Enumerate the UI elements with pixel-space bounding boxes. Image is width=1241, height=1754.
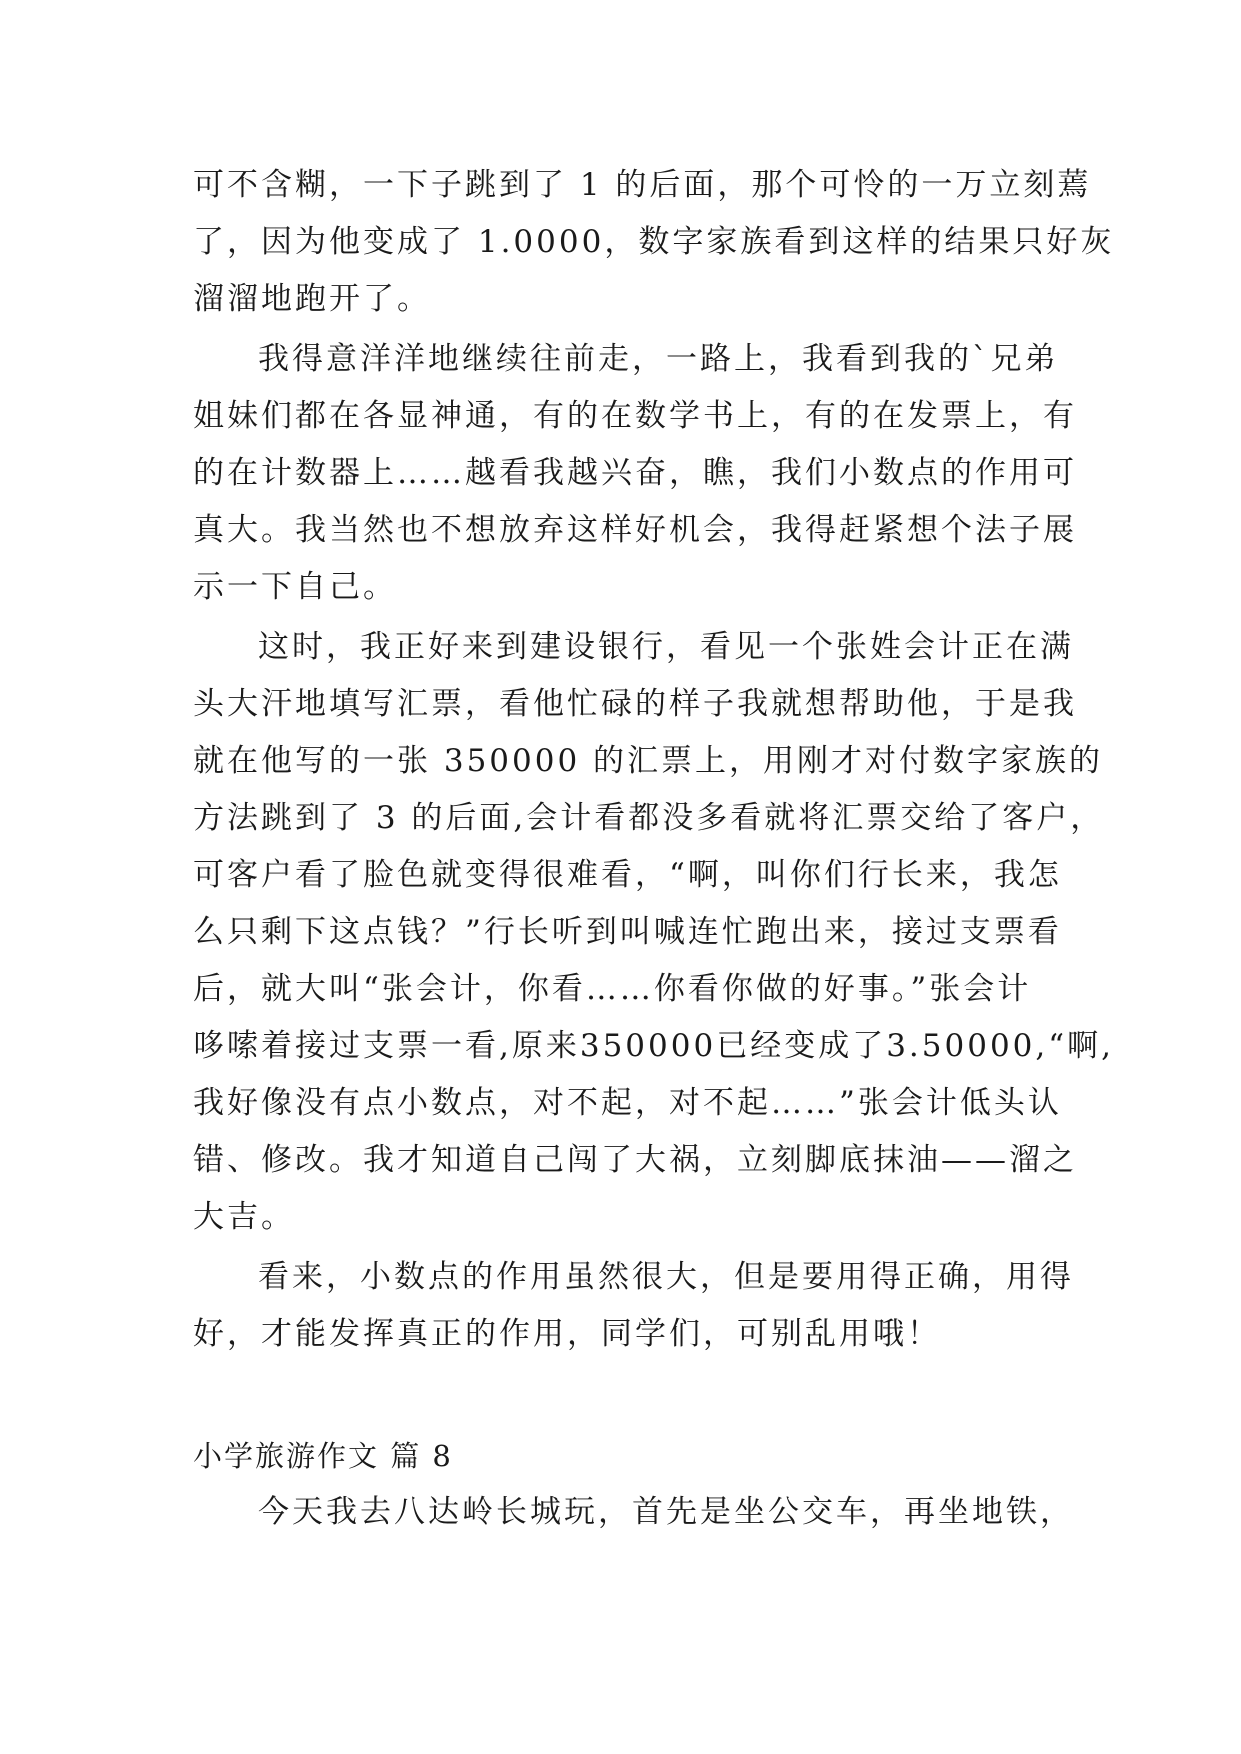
paragraph-line: 这时，我正好来到建设银行，看见一个张姓会计正在满 — [258, 629, 1074, 665]
paragraph-line: 大吉。 — [193, 1199, 295, 1235]
paragraph-line: 么只剩下这点钱？”行长听到叫喊连忙跑出来，接过支票看 — [193, 914, 1062, 950]
paragraph-line: 示一下自己。 — [193, 569, 397, 605]
paragraph-line: 溜溜地跑开了。 — [193, 281, 431, 317]
paragraph-line: 真大。我当然也不想放弃这样好机会，我得赶紧想个法子展 — [193, 512, 1077, 548]
paragraph-line: 头大汗地填写汇票，看他忙碌的样子我就想帮助他，于是我 — [193, 686, 1077, 722]
paragraph-line: 后，就大叫“张会计，你看……你看你做的好事。”张会计 — [193, 971, 1032, 1007]
paragraph-line: 可不含糊，一下子跳到了 1 的后面，那个可怜的一万立刻蔫 — [193, 167, 1092, 203]
paragraph-line: 了，因为他变成了 1.0000，数字家族看到这样的结果只好灰 — [193, 224, 1115, 260]
paragraph-line: 的在计数器上……越看我越兴奋，瞧，我们小数点的作用可 — [193, 455, 1077, 491]
paragraph-line: 哆嗦着接过支票一看,原来350000已经变成了3.50000,“啊, — [193, 1028, 1114, 1064]
paragraph-line: 我得意洋洋地继续往前走，一路上，我看到我的`兄弟 — [258, 341, 1059, 377]
paragraph-line: 今天我去八达岭长城玩，首先是坐公交车，再坐地铁， — [258, 1494, 1074, 1530]
paragraph-line: 我好像没有点小数点，对不起，对不起……”张会计低头认 — [193, 1085, 1062, 1121]
paragraph-line: 看来，小数点的作用虽然很大，但是要用得正确，用得 — [258, 1259, 1074, 1295]
paragraph-line: 可客户看了脸色就变得很难看，“啊，叫你们行长来，我怎 — [193, 857, 1062, 893]
paragraph-line: 方法跳到了 3 的后面,会计看都没多看就将汇票交给了客户， — [193, 800, 1105, 836]
paragraph-line: 姐妹们都在各显神通，有的在数学书上，有的在发票上，有 — [193, 398, 1077, 434]
paragraph-line: 错、修改。我才知道自己闯了大祸，立刻脚底抹油——溜之 — [193, 1142, 1077, 1178]
paragraph-line: 好，才能发挥真正的作用，同学们，可别乱用哦！ — [193, 1316, 941, 1352]
section-heading: 小学旅游作文 篇 8 — [193, 1439, 453, 1473]
paragraph-line: 就在他写的一张 350000 的汇票上，用刚才对付数字家族的 — [193, 743, 1104, 779]
